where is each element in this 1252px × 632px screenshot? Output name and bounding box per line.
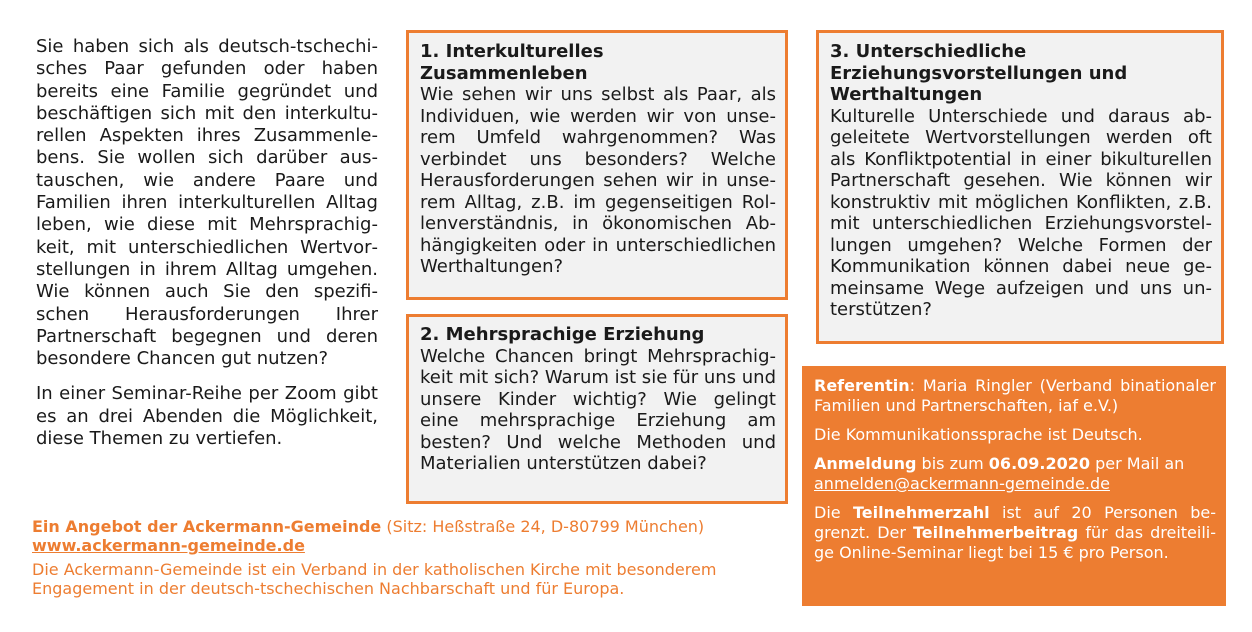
participants-info xyxy=(814,503,1216,563)
intro-paragraph-1: Sie haben sich als deutsch-tschechisches Paar gefunden oder haben bereits eine Familie gegründet und beschäftigen sich mit den interkulturellen Aspekten ihres Zusammenlebens. Sie wollen sich darüber austauschen, wie andere Paare und Familien ihren interkulturellen Alltag leben, wie diese mit Mehrsprachigkeit, mit unterschiedlichen Wertvorstellungen in ihrem Alltag umgehen. Wie können auch Sie den spezifischen Herausforderungen Ihrer Partnerschaft begegnen und deren besondere Chancen gut nutzen? xyxy=(36,36,378,370)
registration-email-link[interactable]: anmelden@ackermann-gemeinde.de xyxy=(814,474,1110,493)
language-info: Die Kommunikationssprache ist Deutsch. xyxy=(814,425,1143,444)
participants-text: ist auf 20 Personen begrenzt. Der xyxy=(814,503,1216,542)
registration-date: 06.09.2020 xyxy=(988,454,1091,473)
referent-info xyxy=(814,376,1216,416)
participants-pre: Die xyxy=(814,503,853,522)
topic-1-text: Wie sehen wir uns selbst als Paar, als Individuen, wie werden wir von unserem Umfeld wahrgenommen? Was verbindet uns besonders? Welche Herausforderungen sehen wir in unserem Alltag, z.B. im gegenseitigen Rollenverständnis, in ökonomischen Abhängigkeiten oder in unterschiedlichen Werthaltungen? xyxy=(420,84,776,277)
topic-2-text: Welche Chancen bringt Mehrsprachigkeit mit sich? Warum ist sie für uns und unsere Kinder wichtig? Wie gelingt eine mehrsprachige Erziehung am besten? Und welche Methoden und Materialien unterstützen dabei? xyxy=(420,345,777,474)
topic-box-2 xyxy=(406,314,788,504)
footer-description: Die Ackermann-Gemeinde ist ein Verband in der katholischen Kirche mit besonderem Engagement in der deutsch-tschechischen Nachbarschaft und für Europa. xyxy=(32,560,717,598)
intro-text xyxy=(36,36,378,463)
registration-mid: bis zum xyxy=(916,454,989,473)
footer-website-link[interactable]: www.ackermann-gemeinde.de xyxy=(32,536,305,555)
topic-2-title: 2. Mehrsprachige Erziehung xyxy=(420,324,705,345)
referent-label: Referentin xyxy=(814,376,910,395)
registration-end: per Mail an xyxy=(1090,454,1185,473)
intro-paragraph-2: In einer Seminar-Reihe per Zoom gibt es an drei Abenden die Möglichkeit, diese Themen zu vertiefen. xyxy=(36,383,378,450)
topic-3-title: 3. Unterschiedliche Erziehungsvorstellungen und Werthaltungen xyxy=(830,41,1128,105)
topic-box-3 xyxy=(816,30,1224,344)
referent-text: : Maria Ringler (Verband binationaler Familien und Partnerschaften, iaf e.V.) xyxy=(814,376,1216,415)
topic-3-text: Kulturelle Unterschiede und daraus abgeleitete Wertvorstellungen werden oft als Konfliktpotential in einer bikulturellen Partnerschaft gesehen. Wie können wir konstruktiv mit möglichen Konflikten, z.B. mit unterschiedlichen Erziehungsvorstellungen umgehen? Welche Formen der Kommunikation können dabei neue gemeinsame Wege aufzeigen und uns unterstützen? xyxy=(830,105,1212,320)
footer-org-name: Ein Angebot der Ackermann-Gemeinde xyxy=(32,517,382,536)
participants-label: Teilnehmerzahl xyxy=(852,503,990,522)
fee-text: für das dreiteilige Online-Seminar liegt bei 15 € pro Person. xyxy=(814,523,1217,562)
footer-org-address: (Sitz: Heßstraße 24, D-80799 München) xyxy=(381,517,705,536)
registration-info xyxy=(814,454,1216,494)
topic-box-1 xyxy=(406,30,788,300)
fee-label: Teilnehmerbeitrag xyxy=(913,523,1079,542)
info-panel xyxy=(802,366,1226,606)
registration-label: Anmeldung xyxy=(814,454,917,473)
footer-org-line xyxy=(32,517,772,536)
footer xyxy=(32,517,772,598)
topic-1-title: 1. Interkulturelles Zusammenleben xyxy=(420,41,604,84)
